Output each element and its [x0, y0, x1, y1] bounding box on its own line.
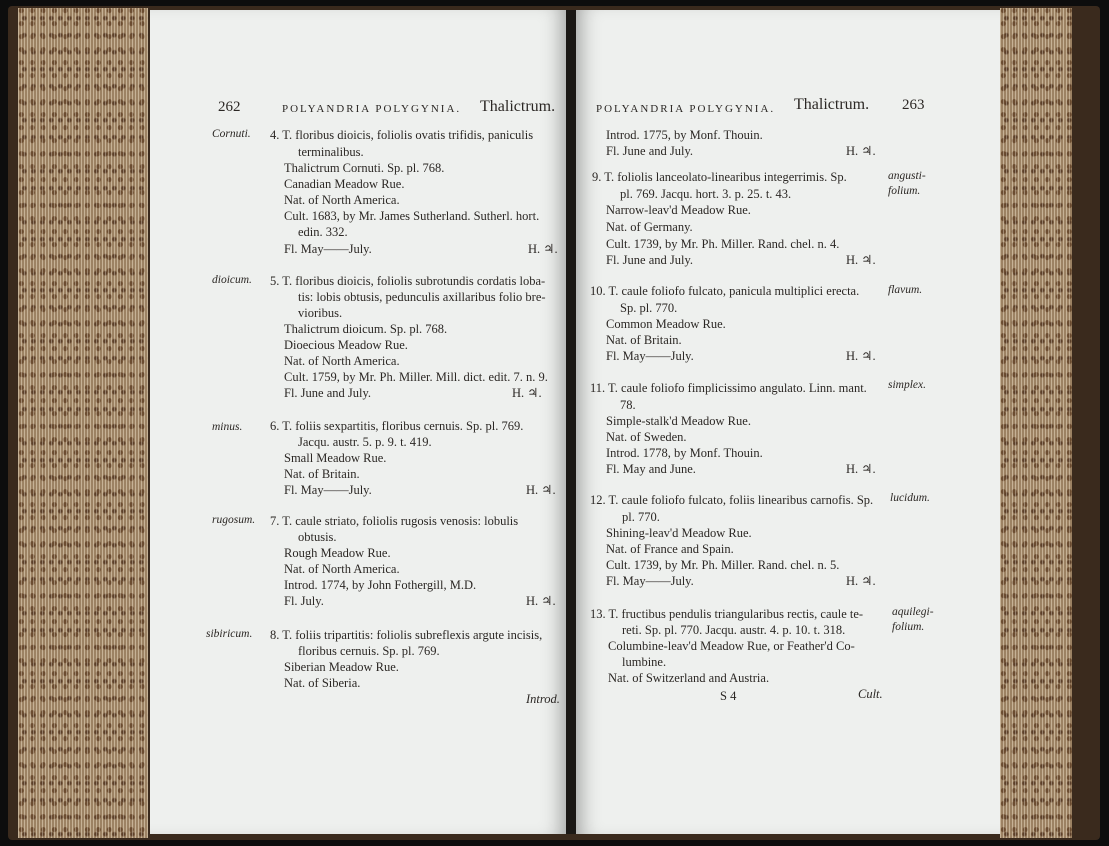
entry-hardiness: H. ♃.: [528, 242, 558, 256]
entry-line: Small Meadow Rue.: [284, 451, 387, 465]
entry-line: 11. T. caule foliofo fimplicissimo angulato. Linn. mant.: [590, 381, 867, 395]
entry-line: Nat. of Sweden.: [606, 430, 687, 444]
entry-line: Nat. of North America.: [284, 354, 400, 368]
entry-line: pl. 770.: [622, 510, 660, 524]
entry-hardiness: H. ♃.: [846, 144, 876, 158]
entry-line: 7. T. caule striato, foliolis rugosis venosis: lobulis: [270, 514, 519, 528]
side-label: minus.: [212, 421, 243, 433]
entry-line: 10. T. caule foliofo fulcato, panicula multiplici erecta.: [590, 284, 860, 298]
entry-line: floribus cernuis. Sp. pl. 769.: [298, 644, 440, 658]
entry-line: Cult. 1759, by Mr. Ph. Miller. Mill. dict. edit. 7. n. 9.: [284, 370, 548, 384]
entry-line: Fl. May——July.: [284, 483, 372, 497]
entry-line: Shining-leav'd Meadow Rue.: [606, 526, 752, 540]
entry-line: Narrow-leav'd Meadow Rue.: [606, 203, 751, 217]
right-running-head-genus: Thalictrum.: [794, 96, 870, 113]
left-running-head: POLYANDRIA POLYGYNIA.: [282, 103, 462, 115]
right-catchword: Cult.: [858, 687, 883, 701]
entry-line: Fl. May——July.: [606, 574, 694, 588]
entry-line: Fl. June and July.: [606, 253, 694, 267]
left-page-number: 262: [218, 99, 241, 115]
entry-line: 4. T. floribus dioicis, foliolis ovatis trifidis, paniculis: [270, 128, 534, 142]
entry-line: Nat. of Britain.: [606, 333, 682, 347]
entry-hardiness: H. ♃.: [846, 574, 876, 588]
side-label: angusti-: [888, 170, 926, 182]
entry-line: 12. T. caule foliofo fulcato, foliis linearibus carnofis. Sp.: [590, 493, 874, 507]
entry-line: 13. T. fructibus pendulis triangularibus rectis, caule te-: [590, 607, 864, 621]
entry-line: lumbine.: [622, 655, 667, 669]
entry-hardiness: H. ♃.: [846, 349, 876, 363]
left-page-edges: [18, 8, 148, 838]
entry-hardiness: H. ♃.: [512, 386, 542, 400]
entry-line: Simple-stalk'd Meadow Rue.: [606, 414, 751, 428]
entry-line: Fl. June and July.: [606, 144, 694, 158]
entry-line: terminalibus.: [298, 145, 364, 159]
right-running-head: POLYANDRIA POLYGYNIA.: [596, 103, 776, 115]
entry-line: Thalictrum Cornuti. Sp. pl. 768.: [284, 161, 445, 175]
right-page-number: 263: [902, 97, 925, 113]
entry-line: 9. T. foliolis lanceolato-linearibus integerrimis. Sp.: [592, 170, 847, 184]
side-label: simplex.: [888, 379, 927, 391]
entry-line: 78.: [620, 398, 636, 412]
entry-line: Introd. 1778, by Monf. Thouin.: [606, 446, 763, 460]
entry-line: Jacqu. austr. 5. p. 9. t. 419.: [298, 435, 432, 449]
entry-line: Cult. 1683, by Mr. James Sutherland. Sutherl. hort.: [284, 209, 540, 223]
entry-line: Siberian Meadow Rue.: [284, 660, 399, 674]
entry-line: Nat. of Siberia.: [284, 676, 361, 690]
side-label: flavum.: [888, 284, 923, 296]
side-label: Cornuti.: [212, 128, 251, 140]
entry-line: obtusis.: [298, 530, 337, 544]
side-label: folium.: [892, 621, 925, 633]
entry-line: Fl. June and July.: [284, 386, 372, 400]
entry-line: Cult. 1739, by Mr. Ph. Miller. Rand. chel. n. 5.: [606, 558, 840, 572]
entry-line: Dioecious Meadow Rue.: [284, 338, 408, 352]
entry-hardiness: H. ♃.: [846, 462, 876, 476]
entry-line: pl. 769. Jacqu. hort. 3. p. 25. t. 43.: [620, 187, 792, 201]
side-label: folium.: [888, 185, 921, 197]
book-gutter: [566, 10, 576, 834]
right-page-edges: [1000, 8, 1072, 838]
entry-line: Cult. 1739, by Mr. Ph. Miller. Rand. chel. n. 4.: [606, 237, 840, 251]
entry-line: Fl. May——July.: [284, 242, 372, 256]
entry-line: Nat. of North America.: [284, 193, 400, 207]
entry-line: 5. T. floribus dioicis, foliolis subrotundis cordatis loba-: [270, 274, 546, 288]
entry-line: Fl. May——July.: [606, 349, 694, 363]
left-running-head-genus: Thalictrum.: [480, 98, 556, 115]
entry-line: Common Meadow Rue.: [606, 317, 726, 331]
entry-line: Fl. May and June.: [606, 462, 696, 476]
entry-hardiness: H. ♃.: [526, 483, 556, 497]
entry-line: Thalictrum dioicum. Sp. pl. 768.: [284, 322, 448, 336]
side-label: aquilegi-: [892, 606, 934, 618]
left-catchword: Introd.: [526, 692, 560, 706]
signature-mark: S 4: [720, 689, 737, 703]
entry-line: Introd. 1775, by Monf. Thouin.: [606, 128, 763, 142]
entry-line: edin. 332.: [298, 225, 348, 239]
entry-line: Fl. July.: [284, 594, 324, 608]
entry-line: 8. T. foliis tripartitis: foliolis subreflexis argute incisis,: [270, 628, 543, 642]
entry-line: Nat. of Switzerland and Austria.: [608, 671, 770, 685]
entry-hardiness: H. ♃.: [846, 253, 876, 267]
entry-line: Nat. of Germany.: [606, 220, 693, 234]
entry-line: Columbine-leav'd Meadow Rue, or Feather'd Co-: [608, 639, 855, 653]
entry-line: vioribus.: [298, 306, 343, 320]
side-label: sibiricum.: [206, 628, 253, 640]
entry-line: Nat. of France and Spain.: [606, 542, 734, 556]
entry-line: Canadian Meadow Rue.: [284, 177, 405, 191]
entry-line: tis: lobis obtusis, pedunculis axillaribus folio bre-: [298, 290, 546, 304]
entry-line: Nat. of Britain.: [284, 467, 360, 481]
entry-line: Rough Meadow Rue.: [284, 546, 391, 560]
side-label: rugosum.: [212, 514, 256, 526]
entry-line: Nat. of North America.: [284, 562, 400, 576]
side-label: lucidum.: [890, 492, 930, 504]
entry-line: Introd. 1774, by John Fothergill, M.D.: [284, 578, 477, 592]
entry-line: 6. T. foliis sexpartitis, floribus cernuis. Sp. pl. 769.: [270, 419, 524, 433]
side-label: dioicum.: [212, 274, 252, 286]
entry-line: Sp. pl. 770.: [620, 301, 678, 315]
entry-hardiness: H. ♃.: [526, 594, 556, 608]
entry-line: reti. Sp. pl. 770. Jacqu. austr. 4. p. 10. t. 318.: [622, 623, 846, 637]
